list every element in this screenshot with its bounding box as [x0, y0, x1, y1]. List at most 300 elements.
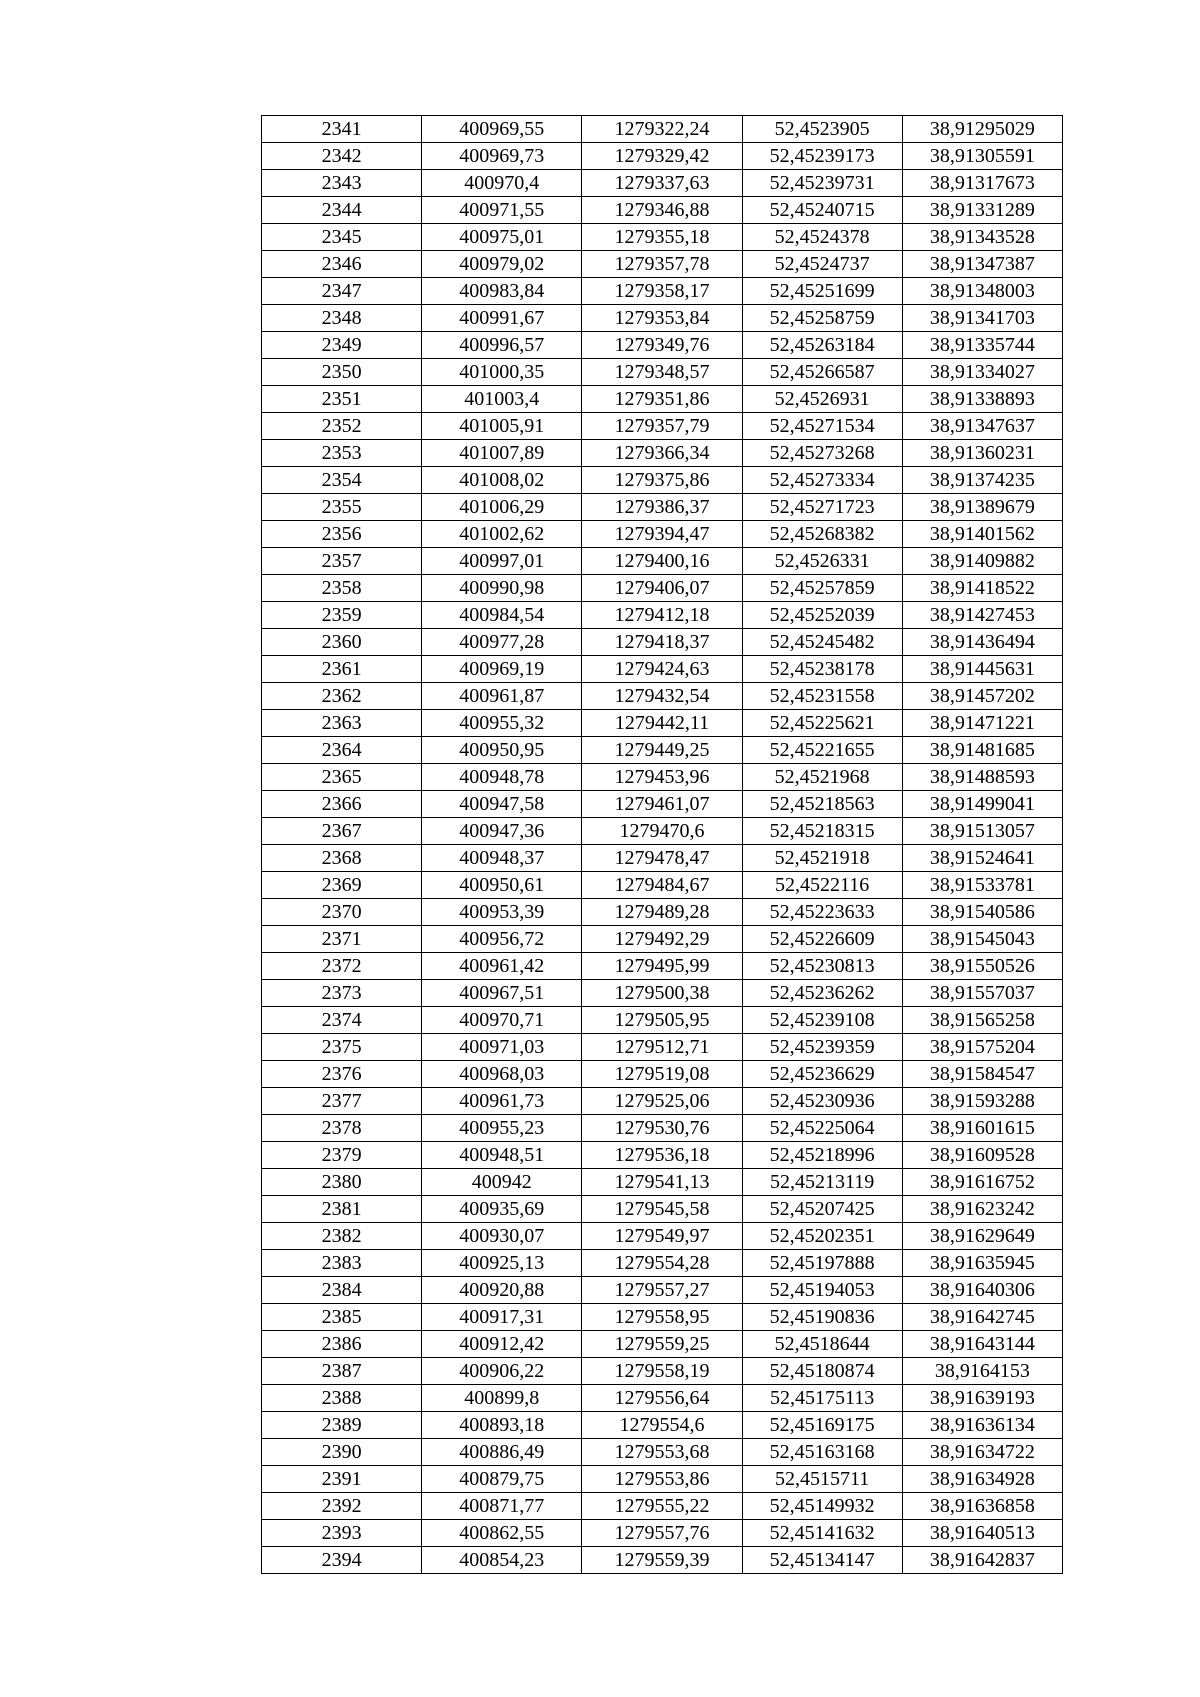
x-coordinate-cell: 400983,84 [422, 278, 582, 305]
point-number-cell: 2378 [262, 1115, 422, 1142]
longitude-cell: 38,91305591 [902, 143, 1062, 170]
point-number-cell: 2372 [262, 953, 422, 980]
x-coordinate-cell: 400942 [422, 1169, 582, 1196]
longitude-cell: 38,91374235 [902, 467, 1062, 494]
x-coordinate-cell: 400947,36 [422, 818, 582, 845]
x-coordinate-cell: 400862,55 [422, 1520, 582, 1547]
y-coordinate-cell: 1279432,54 [582, 683, 742, 710]
y-coordinate-cell: 1279424,63 [582, 656, 742, 683]
table-row [262, 1034, 1063, 1061]
point-number-cell: 2357 [262, 548, 422, 575]
point-number-cell: 2354 [262, 467, 422, 494]
latitude-cell: 52,45239731 [742, 170, 902, 197]
longitude-cell: 38,91609528 [902, 1142, 1062, 1169]
latitude-cell: 52,45230936 [742, 1088, 902, 1115]
point-number-cell: 2366 [262, 791, 422, 818]
longitude-cell: 38,91635945 [902, 1250, 1062, 1277]
y-coordinate-cell: 1279555,22 [582, 1493, 742, 1520]
point-number-cell: 2373 [262, 980, 422, 1007]
table-row [262, 440, 1063, 467]
y-coordinate-cell: 1279549,97 [582, 1223, 742, 1250]
table-row [262, 1223, 1063, 1250]
longitude-cell: 38,91640306 [902, 1277, 1062, 1304]
latitude-cell: 52,45238178 [742, 656, 902, 683]
longitude-cell: 38,91634928 [902, 1466, 1062, 1493]
table-row [262, 1547, 1063, 1574]
y-coordinate-cell: 1279386,37 [582, 494, 742, 521]
longitude-cell: 38,91550526 [902, 953, 1062, 980]
latitude-cell: 52,45202351 [742, 1223, 902, 1250]
longitude-cell: 38,91593288 [902, 1088, 1062, 1115]
point-number-cell: 2348 [262, 305, 422, 332]
y-coordinate-cell: 1279559,25 [582, 1331, 742, 1358]
y-coordinate-cell: 1279554,28 [582, 1250, 742, 1277]
latitude-cell: 52,45218315 [742, 818, 902, 845]
y-coordinate-cell: 1279557,27 [582, 1277, 742, 1304]
x-coordinate-cell: 400948,37 [422, 845, 582, 872]
y-coordinate-cell: 1279500,38 [582, 980, 742, 1007]
y-coordinate-cell: 1279559,39 [582, 1547, 742, 1574]
table-row [262, 791, 1063, 818]
longitude-cell: 38,91334027 [902, 359, 1062, 386]
y-coordinate-cell: 1279394,47 [582, 521, 742, 548]
latitude-cell: 52,45263184 [742, 332, 902, 359]
x-coordinate-cell: 400979,02 [422, 251, 582, 278]
point-number-cell: 2356 [262, 521, 422, 548]
latitude-cell: 52,45273268 [742, 440, 902, 467]
y-coordinate-cell: 1279554,6 [582, 1412, 742, 1439]
latitude-cell: 52,45163168 [742, 1439, 902, 1466]
table-row [262, 170, 1063, 197]
x-coordinate-cell: 400971,03 [422, 1034, 582, 1061]
latitude-cell: 52,45180874 [742, 1358, 902, 1385]
y-coordinate-cell: 1279484,67 [582, 872, 742, 899]
longitude-cell: 38,91317673 [902, 170, 1062, 197]
longitude-cell: 38,91331289 [902, 197, 1062, 224]
longitude-cell: 38,91401562 [902, 521, 1062, 548]
latitude-cell: 52,45225621 [742, 710, 902, 737]
longitude-cell: 38,91343528 [902, 224, 1062, 251]
point-number-cell: 2374 [262, 1007, 422, 1034]
longitude-cell: 38,91427453 [902, 602, 1062, 629]
longitude-cell: 38,91436494 [902, 629, 1062, 656]
latitude-cell: 52,4523905 [742, 116, 902, 143]
y-coordinate-cell: 1279505,95 [582, 1007, 742, 1034]
longitude-cell: 38,91639193 [902, 1385, 1062, 1412]
latitude-cell: 52,4522116 [742, 872, 902, 899]
latitude-cell: 52,4524737 [742, 251, 902, 278]
point-number-cell: 2388 [262, 1385, 422, 1412]
x-coordinate-cell: 400950,95 [422, 737, 582, 764]
point-number-cell: 2379 [262, 1142, 422, 1169]
point-number-cell: 2363 [262, 710, 422, 737]
latitude-cell: 52,4524378 [742, 224, 902, 251]
table-row [262, 899, 1063, 926]
longitude-cell: 38,91642745 [902, 1304, 1062, 1331]
longitude-cell: 38,91533781 [902, 872, 1062, 899]
latitude-cell: 52,45268382 [742, 521, 902, 548]
table-row [262, 683, 1063, 710]
longitude-cell: 38,91636858 [902, 1493, 1062, 1520]
table-row [262, 926, 1063, 953]
table-row [262, 575, 1063, 602]
point-number-cell: 2370 [262, 899, 422, 926]
y-coordinate-cell: 1279406,07 [582, 575, 742, 602]
x-coordinate-cell: 400975,01 [422, 224, 582, 251]
table-row [262, 116, 1063, 143]
table-row [262, 1493, 1063, 1520]
x-coordinate-cell: 400961,42 [422, 953, 582, 980]
latitude-cell: 52,45221655 [742, 737, 902, 764]
table-row [262, 980, 1063, 1007]
longitude-cell: 38,91409882 [902, 548, 1062, 575]
x-coordinate-cell: 401006,29 [422, 494, 582, 521]
table-row [262, 1250, 1063, 1277]
latitude-cell: 52,45271723 [742, 494, 902, 521]
x-coordinate-cell: 401007,89 [422, 440, 582, 467]
x-coordinate-cell: 400969,55 [422, 116, 582, 143]
table-row [262, 521, 1063, 548]
table-row [262, 467, 1063, 494]
y-coordinate-cell: 1279357,79 [582, 413, 742, 440]
latitude-cell: 52,45239173 [742, 143, 902, 170]
longitude-cell: 38,91457202 [902, 683, 1062, 710]
y-coordinate-cell: 1279512,71 [582, 1034, 742, 1061]
longitude-cell: 38,91601615 [902, 1115, 1062, 1142]
x-coordinate-cell: 400925,13 [422, 1250, 582, 1277]
x-coordinate-cell: 400969,73 [422, 143, 582, 170]
table-row [262, 1358, 1063, 1385]
table-row [262, 332, 1063, 359]
longitude-cell: 38,91540586 [902, 899, 1062, 926]
longitude-cell: 38,9164153 [902, 1358, 1062, 1385]
latitude-cell: 52,45218563 [742, 791, 902, 818]
longitude-cell: 38,91341703 [902, 305, 1062, 332]
y-coordinate-cell: 1279322,24 [582, 116, 742, 143]
x-coordinate-cell: 400886,49 [422, 1439, 582, 1466]
table-row [262, 845, 1063, 872]
point-number-cell: 2344 [262, 197, 422, 224]
table-row [262, 1169, 1063, 1196]
table-row [262, 1088, 1063, 1115]
latitude-cell: 52,4518644 [742, 1331, 902, 1358]
y-coordinate-cell: 1279545,58 [582, 1196, 742, 1223]
latitude-cell: 52,45207425 [742, 1196, 902, 1223]
latitude-cell: 52,45230813 [742, 953, 902, 980]
x-coordinate-cell: 400854,23 [422, 1547, 582, 1574]
point-number-cell: 2347 [262, 278, 422, 305]
x-coordinate-cell: 400950,61 [422, 872, 582, 899]
longitude-cell: 38,91557037 [902, 980, 1062, 1007]
longitude-cell: 38,91513057 [902, 818, 1062, 845]
point-number-cell: 2392 [262, 1493, 422, 1520]
table-row [262, 1196, 1063, 1223]
table-row [262, 197, 1063, 224]
y-coordinate-cell: 1279489,28 [582, 899, 742, 926]
longitude-cell: 38,91389679 [902, 494, 1062, 521]
table-row [262, 494, 1063, 521]
point-number-cell: 2341 [262, 116, 422, 143]
longitude-cell: 38,91347387 [902, 251, 1062, 278]
x-coordinate-cell: 400948,51 [422, 1142, 582, 1169]
point-number-cell: 2342 [262, 143, 422, 170]
x-coordinate-cell: 400968,03 [422, 1061, 582, 1088]
point-number-cell: 2368 [262, 845, 422, 872]
longitude-cell: 38,91584547 [902, 1061, 1062, 1088]
point-number-cell: 2381 [262, 1196, 422, 1223]
longitude-cell: 38,91338893 [902, 386, 1062, 413]
longitude-cell: 38,91360231 [902, 440, 1062, 467]
latitude-cell: 52,45266587 [742, 359, 902, 386]
y-coordinate-cell: 1279541,13 [582, 1169, 742, 1196]
latitude-cell: 52,4526931 [742, 386, 902, 413]
latitude-cell: 52,45258759 [742, 305, 902, 332]
table-row [262, 656, 1063, 683]
table-row [262, 413, 1063, 440]
longitude-cell: 38,91629649 [902, 1223, 1062, 1250]
table-row [262, 764, 1063, 791]
latitude-cell: 52,45251699 [742, 278, 902, 305]
x-coordinate-cell: 400996,57 [422, 332, 582, 359]
y-coordinate-cell: 1279558,19 [582, 1358, 742, 1385]
table-row [262, 1412, 1063, 1439]
y-coordinate-cell: 1279355,18 [582, 224, 742, 251]
point-number-cell: 2350 [262, 359, 422, 386]
table-row [262, 818, 1063, 845]
y-coordinate-cell: 1279400,16 [582, 548, 742, 575]
longitude-cell: 38,91616752 [902, 1169, 1062, 1196]
point-number-cell: 2384 [262, 1277, 422, 1304]
latitude-cell: 52,45236262 [742, 980, 902, 1007]
latitude-cell: 52,45149932 [742, 1493, 902, 1520]
y-coordinate-cell: 1279351,86 [582, 386, 742, 413]
x-coordinate-cell: 400955,23 [422, 1115, 582, 1142]
x-coordinate-cell: 400899,8 [422, 1385, 582, 1412]
y-coordinate-cell: 1279349,76 [582, 332, 742, 359]
point-number-cell: 2343 [262, 170, 422, 197]
table-row [262, 548, 1063, 575]
x-coordinate-cell: 400961,87 [422, 683, 582, 710]
point-number-cell: 2394 [262, 1547, 422, 1574]
point-number-cell: 2387 [262, 1358, 422, 1385]
point-number-cell: 2375 [262, 1034, 422, 1061]
longitude-cell: 38,91636134 [902, 1412, 1062, 1439]
point-number-cell: 2369 [262, 872, 422, 899]
x-coordinate-cell: 400948,78 [422, 764, 582, 791]
table-row [262, 872, 1063, 899]
latitude-cell: 52,45223633 [742, 899, 902, 926]
x-coordinate-cell: 401002,62 [422, 521, 582, 548]
latitude-cell: 52,45239108 [742, 1007, 902, 1034]
point-number-cell: 2386 [262, 1331, 422, 1358]
y-coordinate-cell: 1279366,34 [582, 440, 742, 467]
y-coordinate-cell: 1279353,84 [582, 305, 742, 332]
point-number-cell: 2355 [262, 494, 422, 521]
table-row [262, 1061, 1063, 1088]
longitude-cell: 38,91488593 [902, 764, 1062, 791]
table-row [262, 278, 1063, 305]
x-coordinate-cell: 400970,4 [422, 170, 582, 197]
latitude-cell: 52,45239359 [742, 1034, 902, 1061]
y-coordinate-cell: 1279461,07 [582, 791, 742, 818]
table-row [262, 1007, 1063, 1034]
point-number-cell: 2389 [262, 1412, 422, 1439]
y-coordinate-cell: 1279346,88 [582, 197, 742, 224]
table-row [262, 629, 1063, 656]
x-coordinate-cell: 400893,18 [422, 1412, 582, 1439]
y-coordinate-cell: 1279375,86 [582, 467, 742, 494]
x-coordinate-cell: 400871,77 [422, 1493, 582, 1520]
latitude-cell: 52,45225064 [742, 1115, 902, 1142]
longitude-cell: 38,91295029 [902, 116, 1062, 143]
x-coordinate-cell: 400970,71 [422, 1007, 582, 1034]
point-number-cell: 2382 [262, 1223, 422, 1250]
latitude-cell: 52,45134147 [742, 1547, 902, 1574]
x-coordinate-cell: 400961,73 [422, 1088, 582, 1115]
longitude-cell: 38,91642837 [902, 1547, 1062, 1574]
y-coordinate-cell: 1279553,68 [582, 1439, 742, 1466]
point-number-cell: 2351 [262, 386, 422, 413]
x-coordinate-cell: 400967,51 [422, 980, 582, 1007]
x-coordinate-cell: 400990,98 [422, 575, 582, 602]
point-number-cell: 2349 [262, 332, 422, 359]
table-row [262, 1142, 1063, 1169]
x-coordinate-cell: 400997,01 [422, 548, 582, 575]
point-number-cell: 2377 [262, 1088, 422, 1115]
table-row [262, 953, 1063, 980]
latitude-cell: 52,45245482 [742, 629, 902, 656]
y-coordinate-cell: 1279519,08 [582, 1061, 742, 1088]
y-coordinate-cell: 1279556,64 [582, 1385, 742, 1412]
latitude-cell: 52,4526331 [742, 548, 902, 575]
latitude-cell: 52,45169175 [742, 1412, 902, 1439]
y-coordinate-cell: 1279442,11 [582, 710, 742, 737]
longitude-cell: 38,91418522 [902, 575, 1062, 602]
point-number-cell: 2360 [262, 629, 422, 656]
y-coordinate-cell: 1279449,25 [582, 737, 742, 764]
point-number-cell: 2359 [262, 602, 422, 629]
longitude-cell: 38,91499041 [902, 791, 1062, 818]
longitude-cell: 38,91347637 [902, 413, 1062, 440]
point-number-cell: 2346 [262, 251, 422, 278]
x-coordinate-cell: 400879,75 [422, 1466, 582, 1493]
longitude-cell: 38,91575204 [902, 1034, 1062, 1061]
point-number-cell: 2393 [262, 1520, 422, 1547]
x-coordinate-cell: 400930,07 [422, 1223, 582, 1250]
x-coordinate-cell: 400969,19 [422, 656, 582, 683]
longitude-cell: 38,91445631 [902, 656, 1062, 683]
point-number-cell: 2358 [262, 575, 422, 602]
latitude-cell: 52,45190836 [742, 1304, 902, 1331]
table-row [262, 1304, 1063, 1331]
table-row [262, 1520, 1063, 1547]
x-coordinate-cell: 400935,69 [422, 1196, 582, 1223]
longitude-cell: 38,91640513 [902, 1520, 1062, 1547]
table-row [262, 305, 1063, 332]
y-coordinate-cell: 1279558,95 [582, 1304, 742, 1331]
longitude-cell: 38,91545043 [902, 926, 1062, 953]
latitude-cell: 52,45226609 [742, 926, 902, 953]
y-coordinate-cell: 1279348,57 [582, 359, 742, 386]
longitude-cell: 38,91524641 [902, 845, 1062, 872]
latitude-cell: 52,45213119 [742, 1169, 902, 1196]
longitude-cell: 38,91623242 [902, 1196, 1062, 1223]
y-coordinate-cell: 1279329,42 [582, 143, 742, 170]
x-coordinate-cell: 400991,67 [422, 305, 582, 332]
x-coordinate-cell: 400956,72 [422, 926, 582, 953]
x-coordinate-cell: 400971,55 [422, 197, 582, 224]
table-row [262, 386, 1063, 413]
latitude-cell: 52,45141632 [742, 1520, 902, 1547]
latitude-cell: 52,45231558 [742, 683, 902, 710]
point-number-cell: 2365 [262, 764, 422, 791]
longitude-cell: 38,91565258 [902, 1007, 1062, 1034]
latitude-cell: 52,45273334 [742, 467, 902, 494]
x-coordinate-cell: 401008,02 [422, 467, 582, 494]
point-number-cell: 2391 [262, 1466, 422, 1493]
x-coordinate-cell: 400906,22 [422, 1358, 582, 1385]
point-number-cell: 2362 [262, 683, 422, 710]
x-coordinate-cell: 401005,91 [422, 413, 582, 440]
y-coordinate-cell: 1279412,18 [582, 602, 742, 629]
table-row [262, 1277, 1063, 1304]
latitude-cell: 52,45236629 [742, 1061, 902, 1088]
point-number-cell: 2353 [262, 440, 422, 467]
point-number-cell: 2345 [262, 224, 422, 251]
table-row [262, 710, 1063, 737]
x-coordinate-cell: 400917,31 [422, 1304, 582, 1331]
y-coordinate-cell: 1279557,76 [582, 1520, 742, 1547]
y-coordinate-cell: 1279357,78 [582, 251, 742, 278]
y-coordinate-cell: 1279470,6 [582, 818, 742, 845]
point-number-cell: 2367 [262, 818, 422, 845]
y-coordinate-cell: 1279337,63 [582, 170, 742, 197]
point-number-cell: 2361 [262, 656, 422, 683]
table-row [262, 602, 1063, 629]
y-coordinate-cell: 1279478,47 [582, 845, 742, 872]
x-coordinate-cell: 400912,42 [422, 1331, 582, 1358]
latitude-cell: 52,45175113 [742, 1385, 902, 1412]
point-number-cell: 2383 [262, 1250, 422, 1277]
longitude-cell: 38,91348003 [902, 278, 1062, 305]
y-coordinate-cell: 1279492,29 [582, 926, 742, 953]
longitude-cell: 38,91634722 [902, 1439, 1062, 1466]
y-coordinate-cell: 1279453,96 [582, 764, 742, 791]
table-row [262, 1466, 1063, 1493]
latitude-cell: 52,45197888 [742, 1250, 902, 1277]
x-coordinate-cell: 400984,54 [422, 602, 582, 629]
y-coordinate-cell: 1279495,99 [582, 953, 742, 980]
coordinates-table [261, 115, 1063, 1574]
latitude-cell: 52,4521968 [742, 764, 902, 791]
point-number-cell: 2352 [262, 413, 422, 440]
point-number-cell: 2371 [262, 926, 422, 953]
x-coordinate-cell: 401000,35 [422, 359, 582, 386]
coordinates-table-body [262, 116, 1063, 1574]
y-coordinate-cell: 1279358,17 [582, 278, 742, 305]
point-number-cell: 2376 [262, 1061, 422, 1088]
longitude-cell: 38,91335744 [902, 332, 1062, 359]
x-coordinate-cell: 400955,32 [422, 710, 582, 737]
table-row [262, 1385, 1063, 1412]
x-coordinate-cell: 400920,88 [422, 1277, 582, 1304]
y-coordinate-cell: 1279525,06 [582, 1088, 742, 1115]
point-number-cell: 2390 [262, 1439, 422, 1466]
longitude-cell: 38,91643144 [902, 1331, 1062, 1358]
x-coordinate-cell: 400947,58 [422, 791, 582, 818]
longitude-cell: 38,91471221 [902, 710, 1062, 737]
x-coordinate-cell: 400953,39 [422, 899, 582, 926]
